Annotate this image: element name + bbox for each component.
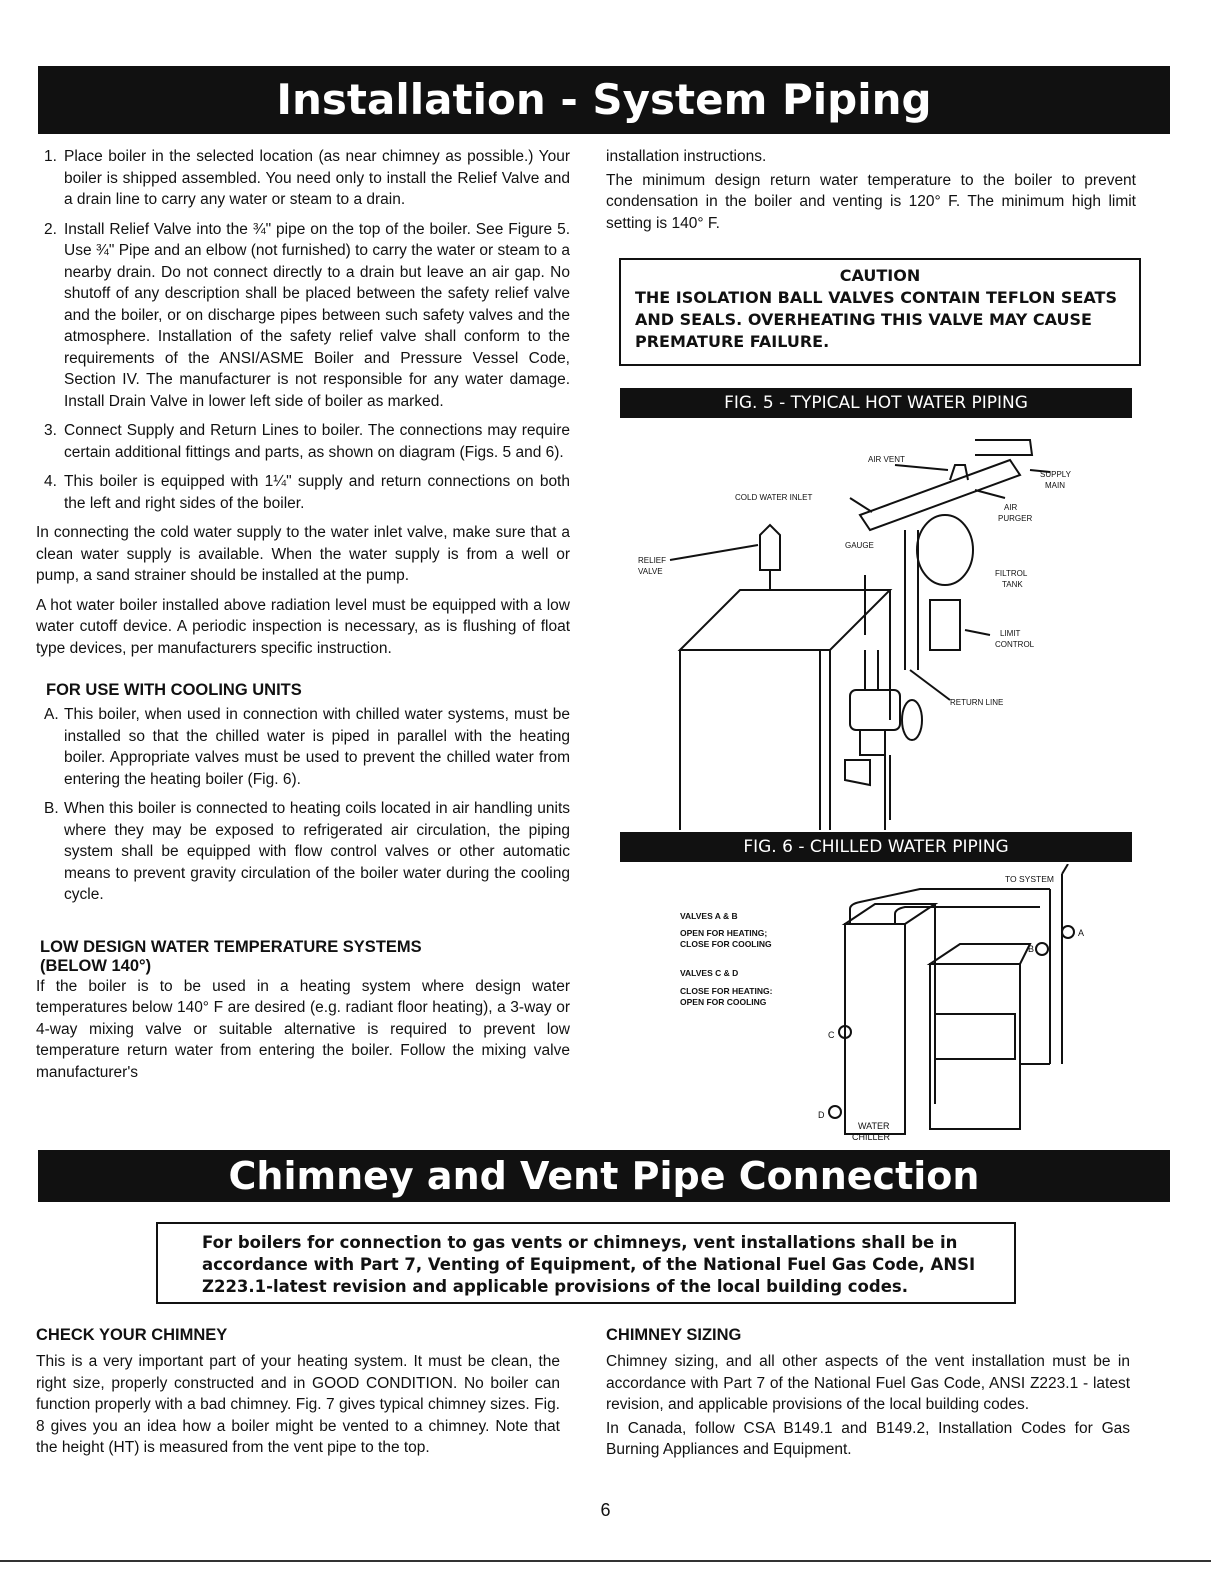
item-text: Install Relief Valve into the ¾" pipe on the top of the boiler. See Figure 5. Use ¾" Pipe and an elbow (not furnished) to carry the water or steam to a nearby drain. Do not connect directly to a drain but leave an air gap. No shutoff of any description shall be placed between the safety relief valve and the boiler, or on discharge pipes between such safety valves and the atmosphere. Installation of the safety relief valve shall conform to the requirements of the ANSI/ASME Boiler and Pressure Vessel Code, Section IV. The manufacturer is not responsible for any water damage. Install Drain Valve in lower left side of boiler as marked. [64, 220, 570, 410]
list-item [36, 704, 570, 790]
leader-return [910, 670, 950, 700]
label-air-vent: AIR VENT [868, 455, 905, 464]
list-item [36, 471, 570, 514]
label-valve: VALVE [638, 567, 663, 576]
to-system-arrow [1062, 864, 1068, 874]
heading-line-2: (BELOW 140°) [40, 956, 152, 975]
fig5-diagram [620, 420, 1132, 830]
boiler-panel [935, 1014, 1015, 1059]
heading-chimney-sizing: CHIMNEY SIZING [606, 1326, 742, 1344]
valve-a [1062, 926, 1074, 938]
heading-cooling-units: FOR USE WITH COOLING UNITS [46, 681, 302, 699]
page-number: 6 [600, 1500, 611, 1520]
item-number: 3. [44, 422, 57, 439]
item-number: 4. [44, 473, 57, 490]
item-number: 1. [44, 148, 57, 165]
check-chimney-section [36, 1326, 560, 1467]
leader-purger [975, 490, 1005, 498]
circulator-pump [850, 690, 900, 730]
label-supply: SUPPLY [1040, 470, 1071, 479]
chimney-sizing-section [606, 1326, 1130, 1469]
leader-cold-inlet [850, 498, 872, 512]
label-close-cooling: CLOSE FOR COOLING [680, 939, 772, 949]
right-column [606, 146, 1136, 242]
label-main: MAIN [1045, 481, 1065, 490]
item-text: When this boiler is connected to heating coils located in air handling units where they may be exposed to refrigerated air circulation, the piping system shall be equipped with flow control valves or other automatic means to prevent gravity circulation of the boiler water during the cooling cycle. [64, 800, 570, 903]
item-text: Place boiler in the selected location (as near chimney as possible.) Your boiler is shipped assembled. You need only to install the Relief Valve and a drain line to carry any water or steam to a drain. [64, 148, 570, 208]
paragraph-low-water-cutoff: A hot water boiler installed above radiation level must be equipped with a low water cutoff device. A periodic inspection is necessary, as is flushing of float type devices, per manufacturers specific instruction. [36, 596, 570, 657]
label-a: A [1078, 928, 1085, 938]
leader-limit [965, 630, 990, 635]
label-open-heating: OPEN FOR HEATING; [680, 928, 768, 938]
label-purger: PURGER [998, 514, 1033, 523]
list-item [36, 420, 570, 463]
paragraph-min-temp: The minimum design return water temperature to the boiler to prevent condensation in the boiler and venting is 120° F. The minimum high limit setting is 140° F. [606, 171, 1136, 232]
label-cold-inlet: COLD WATER INLET [735, 493, 813, 502]
cooling-list [36, 704, 570, 906]
list-item [36, 146, 570, 211]
limit-control [930, 600, 960, 650]
list-item [36, 798, 570, 906]
paragraph-low-temp: If the boiler is to be used in a heating system where design water temperatures below 140° F are desired (e.g. radiant floor heating), a 3-way or 4-way mixing valve or suitable alternative is required to prevent low temperature return water from entering the boiler. Follow the mixing valve manufacturer's [36, 977, 570, 1081]
paragraph-check-chimney: This is a very important part of your heating system. It must be clean, the right size, properly constructed and in GOOD CONDITION. No boiler can function properly with a bad chimney. Fig. 7 gives typical chimney sizes. Fig. 8 gives you an idea how a boiler might be vented to a chimney. Note that the height (HT) is measured from the vent pipe to the top. [36, 1353, 560, 1456]
heading-line-1: LOW DESIGN WATER TEMPERATURE SYSTEMS [40, 937, 422, 956]
label-filtrol: FILTROL [995, 569, 1028, 578]
label-control: CONTROL [995, 640, 1035, 649]
left-column [36, 146, 570, 1091]
valve-d [829, 1106, 841, 1118]
paragraph-sizing-1: Chimney sizing, and all other aspects of the vent installation must be in accordance with Part 7 of the National Fuel Gas Code, ANSI Z223.1 - latest revision, and applicable provisions of the local building codes. [606, 1353, 1130, 1413]
caution-box [619, 258, 1141, 366]
caution-title: CAUTION [839, 266, 921, 285]
paragraph-sizing-2: In Canada, follow CSA B149.1 and B149.2, Installation Codes for Gas Burning Appliances and Equipment. [606, 1419, 1130, 1458]
label-close-heating: CLOSE FOR HEATING: [680, 986, 773, 996]
label-water: WATER [858, 1121, 890, 1131]
item-number: B. [44, 800, 59, 817]
notice-box: For boilers for connection to gas vents or chimneys, vent installations shall be in accordance with Part 7, Venting of Equipment, of the National Fuel Gas Code, ANSI Z223.1-latest revision and applicable provisions of the local building codes. [156, 1222, 1016, 1304]
label-valves-cd: VALVES C & D [680, 968, 739, 978]
label-gauge: GAUGE [845, 541, 874, 550]
leader-relief [670, 545, 758, 560]
paragraph-install-instructions: installation instructions. [606, 148, 767, 165]
label-chiller: CHILLER [852, 1132, 891, 1142]
label-limit: LIMIT [1000, 629, 1021, 638]
caution-body: THE ISOLATION BALL VALVES CONTAIN TEFLON SEATS AND SEALS. OVERHEATING THIS VALVE MAY CAUSE PREMATURE FAILURE. [635, 288, 1117, 351]
fig6-title: FIG. 6 - CHILLED WATER PIPING [620, 832, 1132, 862]
label-return-line: RETURN LINE [950, 698, 1004, 707]
boiler-top [680, 590, 890, 650]
paragraph-cold-water: In connecting the cold water supply to the water inlet valve, make sure that a clean water supply is available. When the water supply is from a well or pump, a sand strainer should be installed at the pump. [36, 524, 570, 584]
label-valves-ab: VALVES A & B [680, 911, 738, 921]
water-chiller-unit [845, 924, 905, 1134]
item-number: 2. [44, 220, 57, 238]
section-title-installation: Installation - System Piping [38, 66, 1170, 134]
boiler-unit [930, 964, 1020, 1129]
leader-air-vent [895, 465, 948, 470]
label-relief: RELIEF [638, 556, 667, 565]
item-text: This boiler is equipped with 1¼" supply and return connections on both the left and right sides of the boiler. [64, 473, 570, 512]
fig5-title: FIG. 5 - TYPICAL HOT WATER PIPING [620, 388, 1132, 418]
page-bottom-rule [0, 1560, 1211, 1562]
elbow-fitting [845, 760, 870, 785]
valve-b [1036, 943, 1048, 955]
label-d: D [818, 1110, 825, 1120]
fig6-diagram [620, 864, 1132, 1148]
supply-main-pipe [975, 440, 1032, 455]
label-b: B [1028, 944, 1035, 954]
circulator-motor [902, 700, 922, 740]
relief-valve [760, 525, 780, 570]
item-text: This boiler, when used in connection with chilled water systems, must be installed so that the chilled water is piped in parallel with the heating boiler. Appropriate valves must be used to prevent the chilled water from entering the heating boiler (Fig. 6). [64, 706, 570, 788]
heading-low-design [40, 938, 570, 976]
install-steps [36, 146, 570, 514]
heading-check-chimney: CHECK YOUR CHIMNEY [36, 1326, 228, 1344]
pump-body [860, 730, 885, 755]
section-title-chimney: Chimney and Vent Pipe Connection [38, 1150, 1170, 1202]
item-number: A. [44, 706, 59, 723]
label-air: AIR [1004, 503, 1018, 512]
list-item [36, 219, 570, 413]
item-text: Connect Supply and Return Lines to boiler. The connections may require certain additional fittings and parts, as shown on diagram (Figs. 5 and 6). [64, 422, 570, 461]
expansion-tank [917, 515, 973, 585]
label-open-cooling: OPEN FOR COOLING [680, 997, 767, 1007]
boiler-top [930, 944, 1030, 964]
label-tank: TANK [1002, 580, 1023, 589]
label-to-system: TO SYSTEM [1005, 874, 1054, 884]
label-c: C [828, 1030, 835, 1040]
